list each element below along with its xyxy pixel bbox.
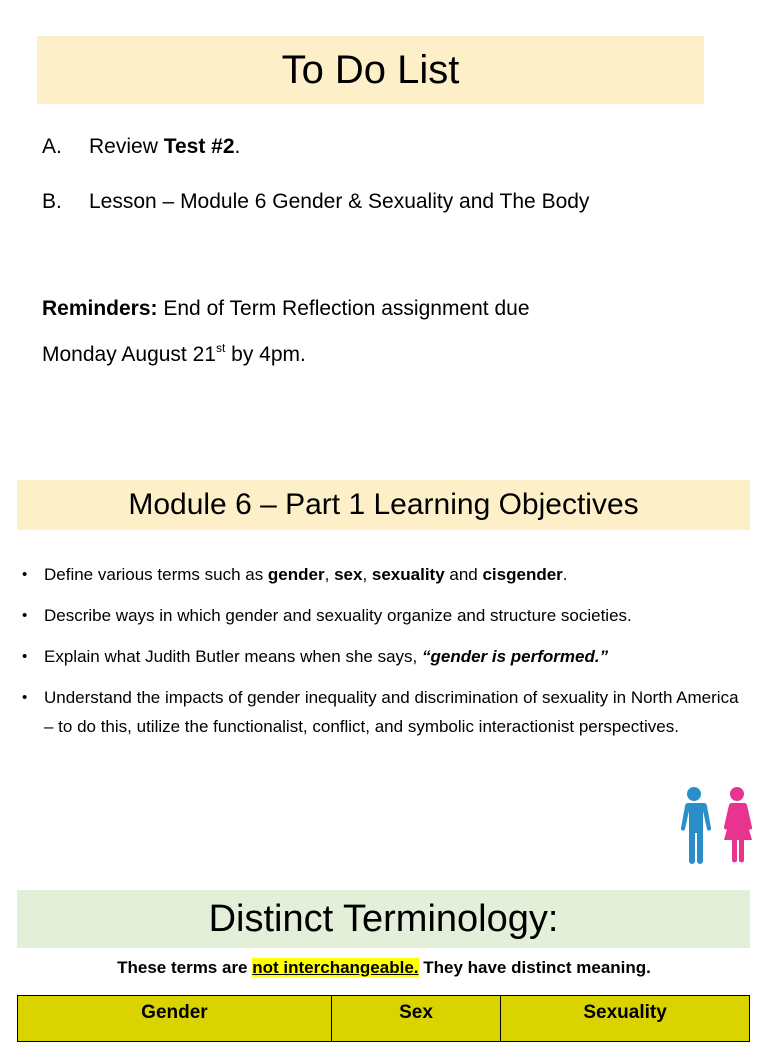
objective-item	[20, 560, 740, 589]
terminology-table	[17, 995, 750, 1042]
bullet-icon: •	[22, 607, 28, 624]
woman-figure	[724, 787, 752, 862]
todo-item-b	[42, 190, 589, 214]
reminder-time: by 4pm.	[225, 343, 306, 366]
reminder-date-suffix: st	[215, 341, 226, 355]
objective-text: ,	[324, 565, 335, 584]
objective-text: cisgender	[482, 565, 563, 584]
subtitle-pre: These terms are	[117, 958, 253, 977]
reminder-label: Reminders:	[42, 297, 158, 320]
terminology-title: Distinct Terminology:	[17, 890, 750, 948]
column-header-sexuality: Sexuality	[501, 996, 750, 1042]
objective-text: Define various terms such as	[44, 565, 268, 584]
bullet-icon: •	[22, 689, 28, 706]
todo-text-bold: Test #2	[163, 135, 235, 158]
bullet-icon: •	[22, 648, 28, 665]
terminology-subtitle	[0, 958, 768, 978]
todo-text	[89, 135, 240, 159]
todo-item-a	[42, 135, 240, 159]
todo-letter: A.	[42, 135, 62, 158]
reminder-line-1	[42, 297, 530, 321]
reminder-date: Monday August 21	[42, 343, 216, 366]
objective-text: and	[444, 565, 483, 584]
todo-text: Lesson – Module 6 Gender & Sexuality and The Body	[89, 190, 590, 213]
reminder-line-2	[42, 343, 306, 367]
subtitle-highlight: not interchangeable.	[252, 958, 419, 977]
man-figure	[681, 787, 711, 864]
todo-text-prefix: Review	[89, 135, 164, 158]
objective-text: ,	[362, 565, 372, 584]
objective-item	[20, 683, 740, 741]
todo-text-suffix: .	[234, 135, 241, 158]
objective-text: Understand the impacts of gender inequality and discrimination of sexuality in North America – to do this, utilize the functionalist, conflict, and symbolic interactionist perspectives.	[44, 688, 739, 736]
man-woman-icon	[674, 786, 758, 866]
table-header-row	[18, 996, 750, 1042]
objective-item	[20, 642, 740, 671]
objective-text: gender	[267, 565, 325, 584]
objective-text: sex	[334, 565, 363, 584]
objective-item	[20, 601, 740, 630]
objective-text: Describe ways in which gender and sexuality organize and structure societies.	[44, 606, 632, 625]
slide-todo	[0, 0, 768, 460]
column-header-gender: Gender	[18, 996, 332, 1042]
bullet-icon: •	[22, 566, 28, 583]
subtitle-post: They have distinct meaning.	[418, 958, 651, 977]
objectives-title: Module 6 – Part 1 Learning Objectives	[17, 480, 750, 530]
slide-title: To Do List	[37, 36, 704, 104]
column-header-sex: Sex	[331, 996, 500, 1042]
objective-text: Explain what Judith Butler means when she says,	[44, 647, 422, 666]
objective-text: .	[562, 565, 568, 584]
reminder-text: End of Term Reflection assignment due	[157, 297, 530, 320]
objective-text: “gender is performed.”	[421, 647, 609, 666]
objective-text: sexuality	[371, 565, 445, 584]
todo-letter: B.	[42, 190, 62, 213]
objectives-list	[20, 560, 740, 753]
